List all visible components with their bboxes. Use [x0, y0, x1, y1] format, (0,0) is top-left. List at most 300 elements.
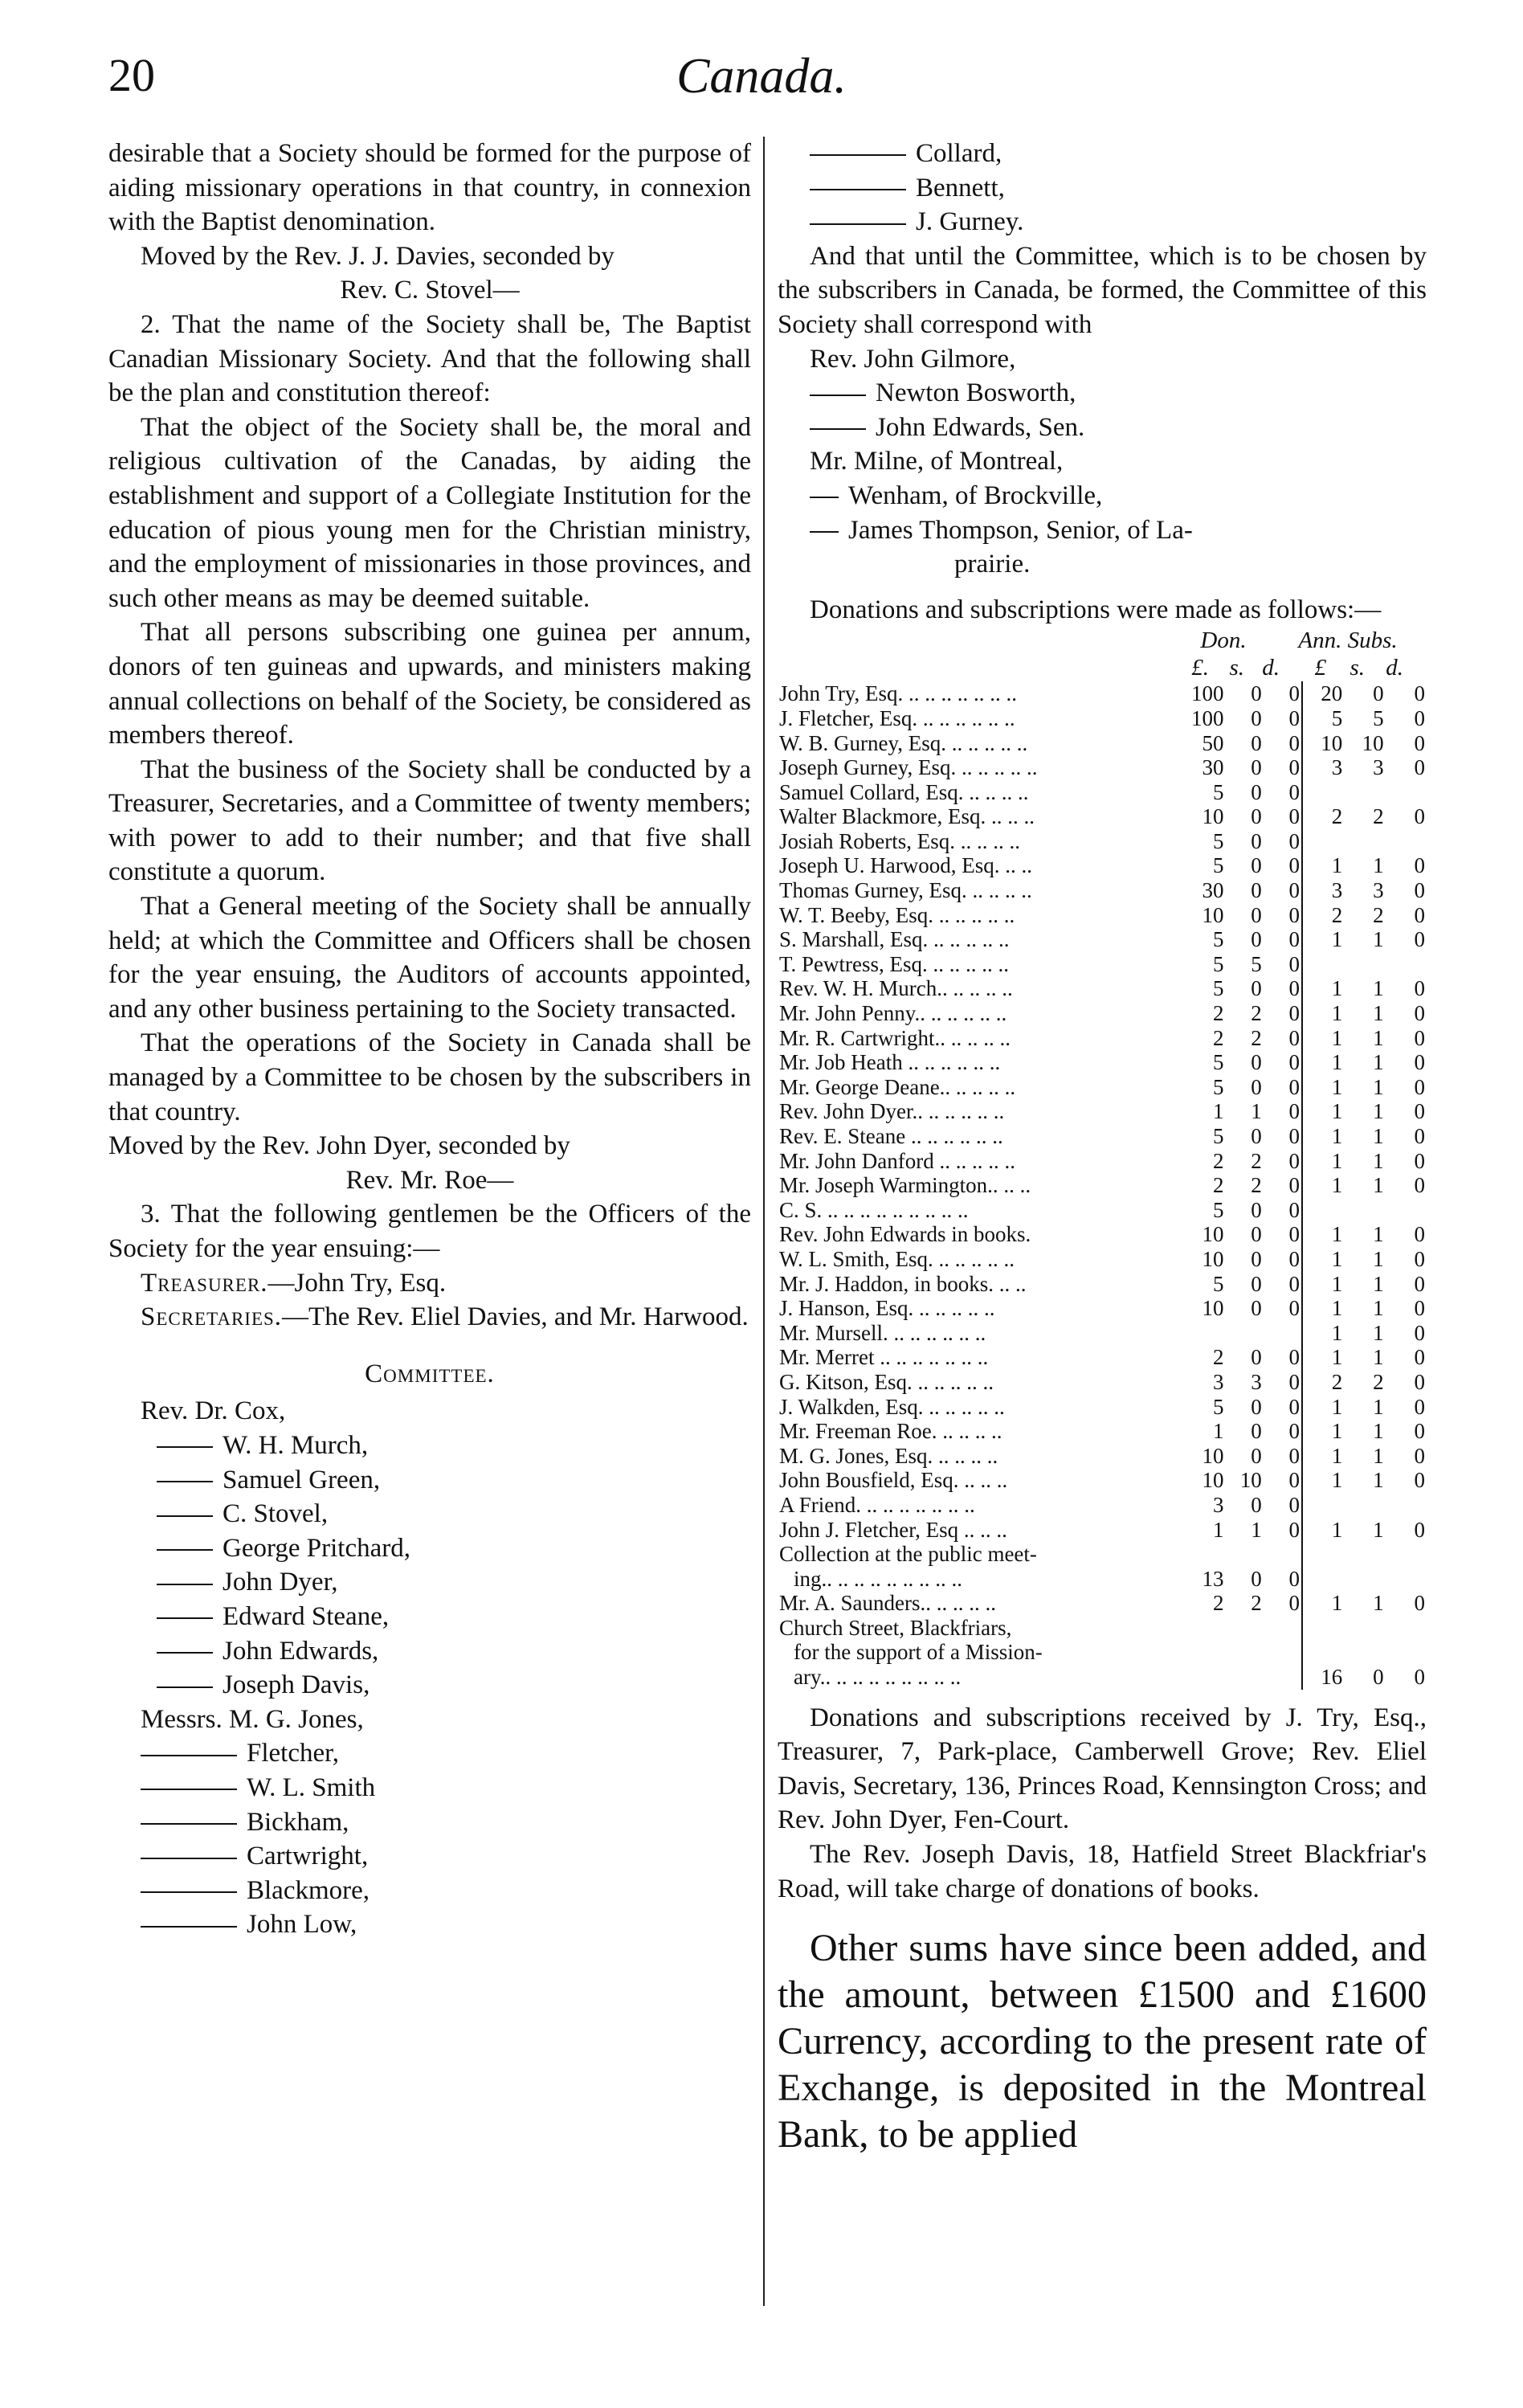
donations-heading: Don.	[1200, 628, 1247, 654]
amount-cell: 1	[1302, 1026, 1344, 1051]
amount-cell: 0	[1288, 1222, 1300, 1247]
table-row	[778, 1419, 1427, 1444]
amount-cell: 5	[1212, 1394, 1224, 1419]
list-name-text: Collard,	[916, 139, 1002, 168]
amount-cell: 1	[1373, 1173, 1384, 1198]
list-name	[108, 1874, 751, 1908]
amount-cell: 1	[1302, 1222, 1344, 1247]
amount-cell: 5	[1251, 951, 1262, 976]
list-name-text: Bickham,	[247, 1807, 349, 1837]
amount-cell: 1	[1302, 1001, 1344, 1026]
amount-cell	[1264, 1542, 1302, 1567]
table-row	[778, 731, 1427, 756]
paragraph-general-meeting: That a General meeting of the Society shall be annually held; at which the Committee and Officers shall be chosen for the year ensuing, the Auditors of accounts appointed, and any other business pertaining to the Society transacted.	[108, 892, 751, 1024]
ditto-dash	[810, 223, 906, 225]
amount-cell: 0	[1414, 1394, 1425, 1419]
table-row	[778, 1518, 1427, 1543]
amount-cell: 1	[1373, 1443, 1384, 1468]
amount-cell: 3	[1373, 878, 1384, 903]
ditto-dash	[141, 1858, 237, 1859]
amount-cell: 2	[1302, 903, 1344, 928]
secretaries-value: —The Rev. Eliel Davies, and Mr. Harwood.	[282, 1302, 749, 1332]
amount-cell	[1386, 1616, 1427, 1641]
amount-cell	[1302, 1542, 1344, 1567]
amount-cell: 0	[1251, 1443, 1262, 1468]
amount-cell: 1	[1251, 1099, 1262, 1124]
amount-cell: 10	[1202, 1246, 1224, 1271]
list-name	[778, 411, 1427, 445]
amount-cell: 0	[1414, 1148, 1425, 1173]
amount-cell	[1302, 1640, 1344, 1665]
paragraph-business: That the business of the Society shall be conducted by a Treasurer, Secretaries, and a Committee of twenty members; with power to add to their number; and that five shall constitute a quorum.	[108, 754, 751, 887]
amount-cell: 1	[1212, 1099, 1224, 1124]
amount-cell: 0	[1251, 828, 1262, 853]
amount-cell	[1302, 1616, 1344, 1641]
amount-cell: 0	[1288, 1369, 1300, 1394]
amount-cell	[1386, 1493, 1427, 1518]
correspondent-continuation: prairie.	[954, 550, 1031, 579]
ditto-dash	[810, 154, 906, 156]
donor-name: Mr. Merret .. .. .. .. .. .. ..	[779, 1345, 989, 1370]
paragraph-correspond: And that until the Committee, which is to be chosen by the subscribers in Canada, be formed, the Committee of this Society shall correspond with	[778, 241, 1427, 339]
amount-cell: 0	[1288, 1246, 1300, 1271]
donor-name: W. T. Beeby, Esq. .. .. .. .. ..	[779, 902, 1015, 927]
table-row	[778, 1468, 1427, 1493]
amount-cell: 2	[1302, 1370, 1344, 1395]
amount-cell: 0	[1288, 1517, 1300, 1542]
committee-continued-list	[778, 137, 1427, 239]
table-row	[778, 927, 1427, 952]
amount-cell: 5	[1212, 779, 1224, 804]
paragraph-operations: That the operations of the Society in Canada shall be managed by a Committee to be chosen by the subscribers in that country.	[108, 1028, 751, 1126]
committee-name: Messrs. M. G. Jones,	[141, 1704, 364, 1734]
donor-name: Rev. W. H. Murch.. .. .. .. ..	[779, 976, 1013, 1001]
amount-cell: 0	[1414, 755, 1425, 780]
amount-cell: 10	[1362, 730, 1384, 755]
amount-cell: 10	[1202, 1296, 1224, 1321]
amount-cell: 0	[1373, 681, 1384, 706]
amount-cell: 0	[1414, 976, 1425, 1001]
table-row	[778, 1198, 1427, 1223]
table-row	[778, 1149, 1427, 1174]
table-row	[778, 1026, 1427, 1051]
list-name	[108, 1668, 751, 1703]
amount-cell: 0	[1288, 1074, 1300, 1099]
amount-cell: 0	[1288, 804, 1300, 829]
table-row	[778, 1640, 1427, 1665]
motion-seconder: Rev. Mr. Roe—	[345, 1165, 514, 1195]
amount-cell: 0	[1251, 1345, 1262, 1370]
donor-name: Joseph Gurney, Esq. .. .. .. .. ..	[779, 755, 1038, 780]
motion-seconder: Rev. C. Stovel—	[340, 276, 520, 305]
paragraph-received: Donations and subscriptions received by J. Try, Esq., Treasurer, 7, Park-place, Camberwell Grove; Rev. Eliel Davis, Secretary, 136, Princes Road, Kennsington Cross; and Rev. John Dyer, Fen-Court.	[778, 1703, 1427, 1835]
amount-cell: 0	[1251, 1394, 1262, 1419]
amount-cell: 0	[1251, 1124, 1262, 1148]
amount-cell: 0	[1251, 1492, 1262, 1517]
list-name	[108, 1531, 751, 1566]
column-rule	[763, 137, 765, 2306]
amount-cell: 0	[1414, 1419, 1425, 1444]
amount-cell: 0	[1288, 755, 1300, 780]
amount-cell: 0	[1373, 1665, 1384, 1690]
amount-cell: 0	[1251, 976, 1262, 1001]
running-title: Canada.	[676, 49, 847, 104]
amount-cell: 1	[1302, 1173, 1344, 1198]
amount-cell	[1225, 1616, 1263, 1641]
amount-cell: 3	[1302, 755, 1344, 780]
table-row	[778, 829, 1427, 854]
donor-name: John J. Fletcher, Esq .. .. ..	[779, 1517, 1007, 1542]
table-row	[778, 903, 1427, 928]
ditto-dash	[141, 1823, 237, 1825]
amount-cell: 0	[1414, 1369, 1425, 1394]
amount-cell: 1	[1373, 1099, 1384, 1124]
amount-cell: 1	[1373, 1419, 1384, 1444]
amount-cell: 0	[1414, 1050, 1425, 1075]
amount-cell: 1	[1373, 927, 1384, 952]
amount-cell: 0	[1288, 779, 1300, 804]
amount-cell	[1344, 1198, 1385, 1223]
amount-cell: 0	[1414, 1246, 1425, 1271]
amount-cell: 1	[1302, 1518, 1344, 1543]
amount-cell: 2	[1251, 1148, 1262, 1173]
table-row	[778, 878, 1427, 903]
amount-cell: 3	[1373, 755, 1384, 780]
amount-cell: 1	[1373, 1148, 1384, 1173]
amount-cell: 10	[1202, 1222, 1224, 1247]
list-name	[778, 171, 1427, 206]
amount-cell: 20	[1302, 681, 1344, 706]
amount-cell: 5	[1212, 1074, 1224, 1099]
ditto-dash	[157, 1549, 213, 1551]
donor-name: John Bousfield, Esq. .. .. ..	[779, 1468, 1008, 1493]
amount-cell: 10	[1202, 902, 1224, 927]
secretaries-line	[108, 1300, 751, 1335]
donor-name: Church Street, Blackfriars,	[779, 1615, 1012, 1640]
amount-cell: 0	[1288, 951, 1300, 976]
table-row	[778, 1493, 1427, 1518]
list-name-text: John Edwards,	[223, 1636, 379, 1666]
amount-cell: 0	[1414, 1001, 1425, 1026]
donor-name: Josiah Roberts, Esq. .. .. .. ..	[779, 828, 1020, 853]
amount-cell: 1	[1302, 1591, 1344, 1616]
committee-rev-list	[108, 1429, 751, 1703]
table-row	[778, 1173, 1427, 1198]
donor-name: Mr. J. Haddon, in books. .. ..	[779, 1271, 1027, 1296]
amount-cell: 1	[1373, 853, 1384, 878]
amount-cell: 0	[1414, 1345, 1425, 1370]
table-row	[778, 853, 1427, 878]
shilling-heading: s.	[1229, 655, 1244, 681]
amount-cell: 1	[1302, 1345, 1344, 1370]
amount-cell: 0	[1288, 1025, 1300, 1050]
amount-cell: 5	[1212, 1124, 1224, 1148]
amount-cell: 0	[1288, 853, 1300, 878]
donor-name: Mr. Mursell. .. .. .. .. .. ..	[779, 1320, 986, 1345]
donor-name: Mr. R. Cartwright.. .. .. .. ..	[779, 1025, 1011, 1050]
amount-cell	[1187, 1542, 1225, 1567]
amount-cell: 2	[1373, 804, 1384, 829]
amount-cell: 0	[1251, 1074, 1262, 1099]
amount-cell: 0	[1414, 1025, 1425, 1050]
list-name-text: John Edwards, Sen.	[876, 412, 1085, 442]
amount-cell: 1	[1373, 976, 1384, 1001]
donor-name: J. Hanson, Esq. .. .. .. .. ..	[779, 1296, 995, 1321]
amount-cell: 2	[1302, 804, 1344, 829]
amount-cell: 5	[1212, 1050, 1224, 1075]
amount-cell: 5	[1212, 976, 1224, 1001]
amount-cell: 1	[1302, 927, 1344, 952]
table-row	[778, 706, 1427, 731]
list-name-text: Wenham, of Brockville,	[848, 480, 1103, 510]
amount-cell: 10	[1202, 804, 1224, 829]
amount-cell: 0	[1414, 730, 1425, 755]
amount-cell: 0	[1288, 1566, 1300, 1591]
amount-cell: 0	[1251, 927, 1262, 952]
amount-cell: 100	[1190, 681, 1224, 706]
amount-cell: 1	[1302, 1468, 1344, 1493]
table-row	[778, 1444, 1427, 1469]
donor-name: Mr. George Deane.. .. .. .. ..	[779, 1074, 1016, 1099]
amount-cell: 0	[1414, 1271, 1425, 1296]
table-row	[778, 1272, 1427, 1297]
amount-cell: 1	[1302, 1395, 1344, 1420]
amount-cell: 0	[1414, 927, 1425, 952]
amount-cell: 1	[1302, 1247, 1344, 1272]
amount-cell: 50	[1202, 730, 1224, 755]
amount-cell: 5	[1212, 927, 1224, 952]
list-name	[108, 1565, 751, 1600]
amount-cell	[1187, 1616, 1225, 1641]
donor-name: Thomas Gurney, Esq. .. .. .. ..	[779, 878, 1032, 903]
donor-name: Joseph U. Harwood, Esq. .. ..	[779, 853, 1032, 878]
amount-cell: 1	[1373, 1517, 1384, 1542]
donations-table	[778, 681, 1427, 1689]
amount-cell: 0	[1251, 878, 1262, 903]
donor-name: Mr. John Danford .. .. .. .. ..	[779, 1148, 1015, 1173]
donor-name: Mr. John Penny.. .. .. .. .. ..	[779, 1001, 1007, 1026]
amount-cell: 0	[1251, 1271, 1262, 1296]
amount-cell: 0	[1414, 902, 1425, 927]
amount-cell: 2	[1373, 902, 1384, 927]
amount-cell: 2	[1373, 1369, 1384, 1394]
paragraph-object: That the object of the Society shall be, the moral and religious cultivation of the Canadas, by aiding the establishment and support of a Collegiate Institution for the education of pious young men for the Christian ministry, and the employment of missionaries in those provinces, and such other means as may be deemed suitable.	[108, 412, 751, 613]
list-name	[108, 1600, 751, 1634]
ditto-dash	[810, 395, 866, 396]
ditto-dash	[157, 1515, 213, 1517]
donor-name: for the support of a Mission-	[794, 1640, 1043, 1665]
amount-cell	[1264, 1665, 1302, 1690]
amount-cell: 0	[1288, 705, 1300, 730]
donor-name: G. Kitson, Esq. .. .. .. .. ..	[779, 1369, 994, 1394]
donations-table-head	[778, 627, 1427, 681]
list-name	[778, 137, 1427, 171]
amount-cell: 0	[1414, 878, 1425, 903]
amount-cell: 1	[1373, 1296, 1384, 1321]
amount-cell: 0	[1251, 1566, 1262, 1591]
amount-cell: 0	[1288, 878, 1300, 903]
donor-name: W. B. Gurney, Esq. .. .. .. .. ..	[779, 730, 1028, 755]
amount-cell: 3	[1302, 878, 1344, 903]
amount-cell: 3	[1251, 1369, 1262, 1394]
donor-name: Mr. A. Saunders.. .. .. .. ..	[779, 1591, 996, 1616]
amount-cell	[1264, 1616, 1302, 1641]
amount-cell: 0	[1288, 976, 1300, 1001]
list-name-text: Fletcher,	[247, 1739, 340, 1768]
amount-cell: 0	[1414, 1074, 1425, 1099]
list-name	[778, 479, 1427, 513]
donor-name: ary.. .. .. .. .. .. .. .. ..	[794, 1665, 962, 1690]
donor-name: Samuel Collard, Esq. .. .. .. ..	[779, 779, 1029, 804]
amount-cell: 10	[1202, 1443, 1224, 1468]
amount-cell: 1	[1302, 1272, 1344, 1297]
amount-cell: 0	[1414, 804, 1425, 829]
amount-cell: 0	[1414, 1222, 1425, 1247]
amount-cell	[1386, 1567, 1427, 1592]
amount-cell: 30	[1202, 878, 1224, 903]
table-row	[778, 1567, 1427, 1592]
treasurer-line	[108, 1266, 751, 1301]
amount-cell: 0	[1251, 705, 1262, 730]
amount-cell: 1	[1373, 1222, 1384, 1247]
amount-cell: 1	[1251, 1517, 1262, 1542]
table-row	[778, 804, 1427, 829]
amount-cell: 0	[1251, 779, 1262, 804]
amount-cell: 0	[1288, 1419, 1300, 1444]
donor-name: Mr. Joseph Warmington.. .. ..	[779, 1173, 1031, 1198]
motion-line: Moved by the Rev. John Dyer, seconded by	[108, 1131, 570, 1161]
amount-cell: 0	[1414, 1173, 1425, 1198]
amount-cell: 0	[1251, 804, 1262, 829]
amount-cell: 1	[1212, 1419, 1224, 1444]
donor-name: W. L. Smith, Esq. .. .. .. .. ..	[779, 1246, 1015, 1271]
amount-cell: 0	[1288, 1591, 1300, 1616]
amount-cell: 0	[1288, 1394, 1300, 1419]
amount-cell	[1344, 1567, 1385, 1592]
donor-name: Walter Blackmore, Esq. .. .. ..	[779, 804, 1035, 829]
secretaries-label: Secretaries.	[141, 1302, 283, 1332]
table-row	[778, 1222, 1427, 1247]
amount-cell: 0	[1251, 1296, 1262, 1321]
amount-cell	[1225, 1640, 1263, 1665]
amount-cell: 2	[1212, 1345, 1224, 1370]
amount-cell: 0	[1251, 853, 1262, 878]
amount-cell: 1	[1373, 1246, 1384, 1271]
amount-cell: 0	[1288, 1296, 1300, 1321]
amount-cell: 0	[1288, 1124, 1300, 1148]
table-row	[778, 1321, 1427, 1346]
list-name	[108, 1634, 751, 1669]
amount-cell: 5	[1373, 705, 1384, 730]
table-row	[778, 952, 1427, 977]
paragraph-members: That all persons subscribing one guinea per annum, donors of ten guineas and upwards, and ministers making annual collections on behalf of the Society, be considered as members thereof.	[108, 618, 751, 750]
amount-cell: 0	[1414, 1099, 1425, 1124]
amount-cell	[1344, 1542, 1385, 1567]
committee-messrs-list	[108, 1736, 751, 1942]
amount-cell: 1	[1302, 976, 1344, 1001]
table-row	[778, 1542, 1427, 1567]
amount-cell: 0	[1288, 927, 1300, 952]
donor-name: Mr. Job Heath .. .. .. .. .. ..	[779, 1050, 1001, 1075]
table-row	[778, 1001, 1427, 1026]
amount-cell: 1	[1373, 1271, 1384, 1296]
paragraph-books: The Rev. Joseph Davis, 18, Hatfield Street Blackfriar's Road, will take charge of donations of books.	[778, 1840, 1427, 1903]
list-name	[108, 1429, 751, 1463]
amount-cell	[1187, 1321, 1225, 1346]
table-row	[778, 1124, 1427, 1149]
donor-name: Rev. John Dyer.. .. .. .. .. ..	[779, 1099, 1005, 1124]
ditto-dash	[141, 1891, 237, 1893]
table-row	[778, 1370, 1427, 1395]
amount-cell	[1302, 1198, 1344, 1223]
amount-cell: 2	[1212, 1148, 1224, 1173]
list-name-text: C. Stovel,	[223, 1499, 329, 1529]
ditto-dash	[157, 1481, 213, 1482]
resolution-3: 3. That the following gentlemen be the Officers of the Society for the year ensuing:—	[108, 1200, 751, 1263]
amount-cell: 0	[1251, 902, 1262, 927]
amount-cell: 0	[1288, 730, 1300, 755]
amount-cell: 100	[1190, 705, 1224, 730]
amount-cell: 0	[1251, 681, 1262, 706]
list-name-text: John Low,	[247, 1910, 357, 1940]
amount-cell: 0	[1288, 1197, 1300, 1222]
amount-cell: 0	[1251, 1050, 1262, 1075]
amount-cell: 0	[1288, 1443, 1300, 1468]
amount-cell: 1	[1373, 1050, 1384, 1075]
amount-cell: 1	[1373, 1394, 1384, 1419]
donor-name: A Friend. .. .. .. .. .. .. ..	[779, 1492, 975, 1517]
donor-name: M. G. Jones, Esq. .. .. .. ..	[779, 1443, 998, 1468]
ditto-dash	[157, 1446, 213, 1448]
amount-cell: 1	[1373, 1074, 1384, 1099]
amount-cell: 1	[1302, 1321, 1344, 1346]
amount-cell: 0	[1288, 1492, 1300, 1517]
amount-cell	[1302, 952, 1344, 977]
amount-cell: 2	[1251, 1001, 1262, 1026]
table-row	[778, 1665, 1427, 1690]
list-name	[108, 1463, 751, 1498]
list-name	[108, 1736, 751, 1771]
paragraph: desirable that a Society should be formed for the purpose of aiding missionary operations in that country, in connexion with the Baptist denomination.	[108, 139, 751, 237]
table-row	[778, 681, 1427, 706]
shilling-heading: s.	[1349, 655, 1365, 681]
amount-cell: 3	[1212, 1492, 1224, 1517]
list-name	[108, 1805, 751, 1840]
table-row	[778, 1395, 1427, 1420]
amount-cell: 0	[1288, 681, 1300, 706]
amount-cell	[1225, 1542, 1263, 1567]
donor-name: T. Pewtress, Esq. .. .. .. .. ..	[779, 951, 1009, 976]
amount-cell: 1	[1373, 1320, 1384, 1345]
amount-cell: 10	[1239, 1468, 1262, 1493]
amount-cell: 2	[1212, 1001, 1224, 1026]
amount-cell	[1225, 1665, 1263, 1690]
amount-cell: 1	[1373, 1468, 1384, 1493]
list-name	[108, 1839, 751, 1874]
table-row	[778, 1050, 1427, 1075]
list-name-text: Joseph Davis,	[223, 1670, 370, 1700]
amount-cell: 1	[1302, 853, 1344, 878]
amount-cell: 1	[1373, 1001, 1384, 1026]
amount-cell: 2	[1251, 1591, 1262, 1616]
amount-cell	[1302, 780, 1344, 805]
amount-cell: 1	[1302, 1149, 1344, 1174]
left-column	[108, 137, 751, 1942]
amount-cell: 0	[1414, 1296, 1425, 1321]
amount-cell: 13	[1202, 1566, 1224, 1591]
ditto-dash	[810, 428, 866, 430]
donor-name: Collection at the public meet-	[779, 1542, 1037, 1567]
